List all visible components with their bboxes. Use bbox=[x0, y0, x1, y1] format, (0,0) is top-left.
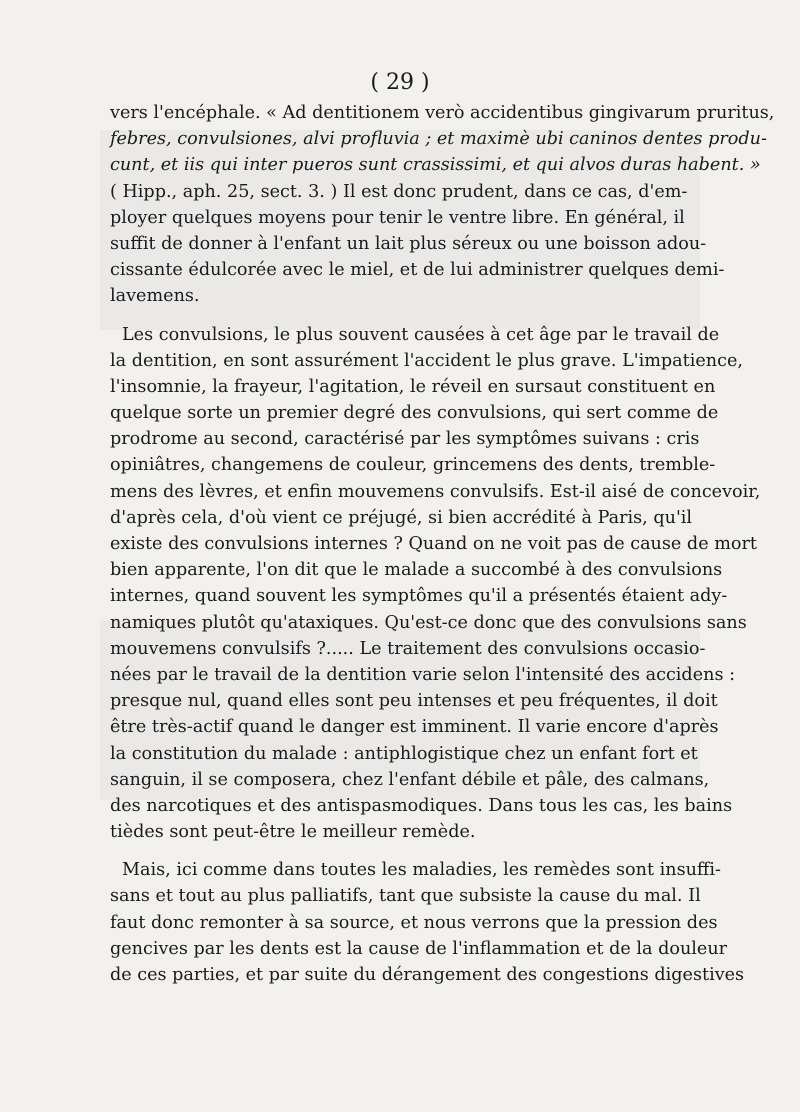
text-line: gencives par les dents est la cause de l'inflammation et de la douleur bbox=[110, 938, 728, 959]
text-line: ployer quelques moyens pour tenir le ventre libre. En général, il bbox=[110, 207, 685, 228]
text-line: existe des convulsions internes ? Quand on ne voit pas de cause de mort bbox=[110, 534, 757, 554]
text-line: faut donc remonter à sa source, et nous verrons que la pression des bbox=[110, 912, 718, 933]
text-line: mens des lèvres, et enfin mouvemens convulsifs. Est-il aisé de concevoir, bbox=[110, 481, 761, 502]
text-line: suffit de donner à l'enfant un lait plus séreux ou une boisson adou- bbox=[110, 233, 707, 254]
text-line: febres, convulsiones, alvi profluvia ; et maximè ubi caninos dentes produ- bbox=[110, 129, 767, 150]
paragraph-gap bbox=[110, 310, 684, 322]
text-line: l'insomnie, la frayeur, l'agitation, le réveil en sursaut constituent en bbox=[110, 376, 716, 397]
text-line: quelque sorte un premier degré des convulsions, qui sert comme de bbox=[110, 403, 719, 424]
paragraph-gap bbox=[110, 845, 684, 857]
text-line: vers l'encéphale. « Ad dentitionem verò accidentibus gingivarum pruritus, bbox=[110, 103, 775, 123]
text-line: lavemens. bbox=[110, 286, 200, 307]
text-line: sans et tout au plus palliatifs, tant que subsiste la cause du mal. Il bbox=[110, 886, 701, 907]
text-line: presque nul, quand elles sont peu intenses et peu fréquentes, il doit bbox=[110, 691, 718, 712]
text-line: opiniâtres, changemens de couleur, grincemens des dents, tremble- bbox=[110, 455, 716, 476]
text-line: namiques plutôt qu'ataxiques. Qu'est-ce donc que des convulsions sans bbox=[110, 612, 747, 633]
text-line: être très-actif quand le danger est imminent. Il varie encore d'après bbox=[110, 717, 719, 738]
text-line: bien apparente, l'on dit que le malade a succombé à des convulsions bbox=[110, 560, 723, 581]
text-line: ( Hipp., aph. 25, sect. 3. ) Il est donc prudent, dans ce cas, d'em- bbox=[110, 181, 688, 202]
text-line: la dentition, en sont assurément l'accident le plus grave. L'impatience, bbox=[110, 350, 743, 371]
page-number: ( 29 ) bbox=[370, 70, 430, 95]
text-line: d'après cela, d'où vient ce préjugé, si bien accrédité à Paris, qu'il bbox=[110, 507, 693, 528]
text-line: mouvemens convulsifs ?..... Le traitement des convulsions occasio- bbox=[110, 638, 706, 659]
body-text bbox=[110, 100, 775, 988]
text-line: internes, quand souvent les symptômes qu'il a présentés étaient ady- bbox=[110, 586, 728, 607]
text-line: cunt, et iis qui inter pueros sunt crassissimi, et qui alvos duras habent. » bbox=[110, 155, 761, 176]
text-line: sanguin, il se composera, chez l'enfant débile et pâle, des calmans, bbox=[110, 769, 710, 790]
text-line: Mais, ici comme dans toutes les maladies, les remèdes sont insuffi- bbox=[122, 860, 722, 881]
text-line: de ces parties, et par suite du dérangement des congestions digestives bbox=[110, 965, 745, 985]
text-line: la constitution du malade : antiphlogistique chez un enfant fort et bbox=[110, 743, 698, 764]
text-line: Les convulsions, le plus souvent causées à cet âge par le travail de bbox=[122, 324, 720, 345]
text-line: des narcotiques et des antispasmodiques. Dans tous les cas, les bains bbox=[110, 795, 733, 816]
text-line: prodrome au second, caractérisé par les symptômes suivans : cris bbox=[110, 429, 700, 450]
text-line: tièdes sont peut-être le meilleur remède. bbox=[110, 822, 476, 843]
text-line: cissante édulcorée avec le miel, et de lui administrer quelques demi- bbox=[110, 260, 725, 281]
text-line: nées par le travail de la dentition varie selon l'intensité des accidens : bbox=[110, 664, 735, 685]
